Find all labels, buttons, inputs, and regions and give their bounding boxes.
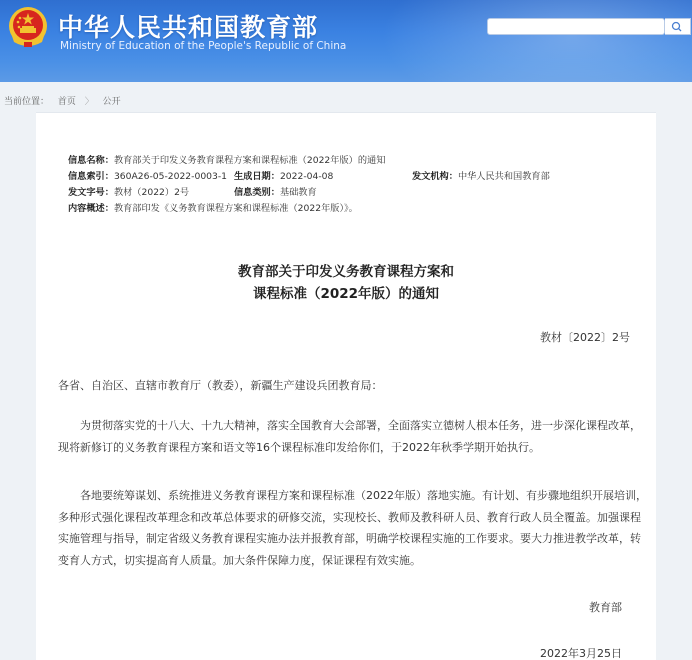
document-date: 2022年3月25日 — [540, 647, 622, 660]
content-panel — [36, 112, 656, 660]
summary-label: 内容概述： — [68, 203, 114, 214]
category-label: 信息类别： — [234, 187, 280, 198]
search-icon — [665, 19, 689, 34]
search-button[interactable] — [665, 18, 691, 35]
info-name-value: 教育部关于印发义务教育课程方案和课程标准（2022年版）的通知 — [113, 155, 386, 166]
document-paragraph-2: 各地要统筹谋划、系统推进义务教育课程方案和课程标准（2022年版）落地实施。有计划、有步骤地组织开展培训，多种形式强化课程改革理念和改革总体要求的研修交流，实现校长、教师及教科研人员、教育行政人员全覆盖。加强课程实施管理与指导，制定省级义务教育课程实施办法并报教育部，明确学校课程实施的工作要求。要大力推进教学改革，转变育人方式，切实提高育人质量。加大条件保障力度，保证课程有效实施。 — [58, 489, 647, 567]
doc-no-label: 发文字号： — [68, 187, 114, 198]
site-title: 中华人民共和国教育部 — [58, 13, 319, 42]
info-index-value: 360A26-05-2022-0003-1 — [113, 171, 228, 182]
info-row-name — [68, 153, 628, 169]
site-header — [0, 0, 692, 82]
breadcrumb-current-label: 当前位置： — [4, 97, 50, 107]
doc-no-value: 教材（2022）2号 — [113, 187, 190, 198]
created-date-value: 2022-04-08 — [279, 171, 334, 182]
info-row-summary — [68, 201, 628, 217]
breadcrumb-separator: 〉 — [84, 97, 94, 107]
breadcrumb — [4, 94, 127, 107]
national-emblem-icon[interactable] — [6, 4, 50, 50]
issuer-label: 发文机构： — [412, 171, 458, 182]
site-subtitle: Ministry of Education of the People's Republic of China — [60, 40, 347, 52]
category-value: 基础教育 — [279, 187, 317, 198]
breadcrumb-link-public[interactable]: 公开 — [102, 97, 121, 107]
search-input[interactable] — [487, 18, 665, 35]
issuer-value: 中华人民共和国教育部 — [457, 171, 550, 182]
breadcrumb-link-home[interactable]: 首页 — [57, 97, 76, 107]
document-title-line1: 教育部关于印发义务教育课程方案和 — [238, 264, 454, 280]
document-number: 教材〔2022〕2号 — [540, 331, 630, 344]
document-signer: 教育部 — [589, 601, 622, 614]
info-row-index — [68, 169, 628, 185]
header-decoration — [380, 0, 692, 82]
document-title-line2: 课程标准（2022年版）的通知 — [252, 286, 440, 302]
document-paragraph-1: 为贯彻落实党的十八大、十九大精神，落实全国教育大会部署，全面落实立德树人根本任务，进一步深化课程改革，现将新修订的义务教育课程方案和语文等16个课程标准印发给你们，于2022年秋季学期开始执行。 — [58, 419, 641, 454]
info-row-docno — [68, 185, 628, 201]
summary-value: 教育部印发《义务教育课程方案和课程标准（2022年版）》。 — [113, 203, 358, 214]
created-date-label: 生成日期： — [234, 171, 280, 182]
document-title — [36, 261, 656, 305]
info-index-label: 信息索引： — [68, 171, 114, 182]
document-salutation: 各省、自治区、直辖市教育厅（教委），新疆生产建设兵团教育局： — [58, 379, 383, 392]
info-name-label: 信息名称： — [68, 155, 114, 166]
